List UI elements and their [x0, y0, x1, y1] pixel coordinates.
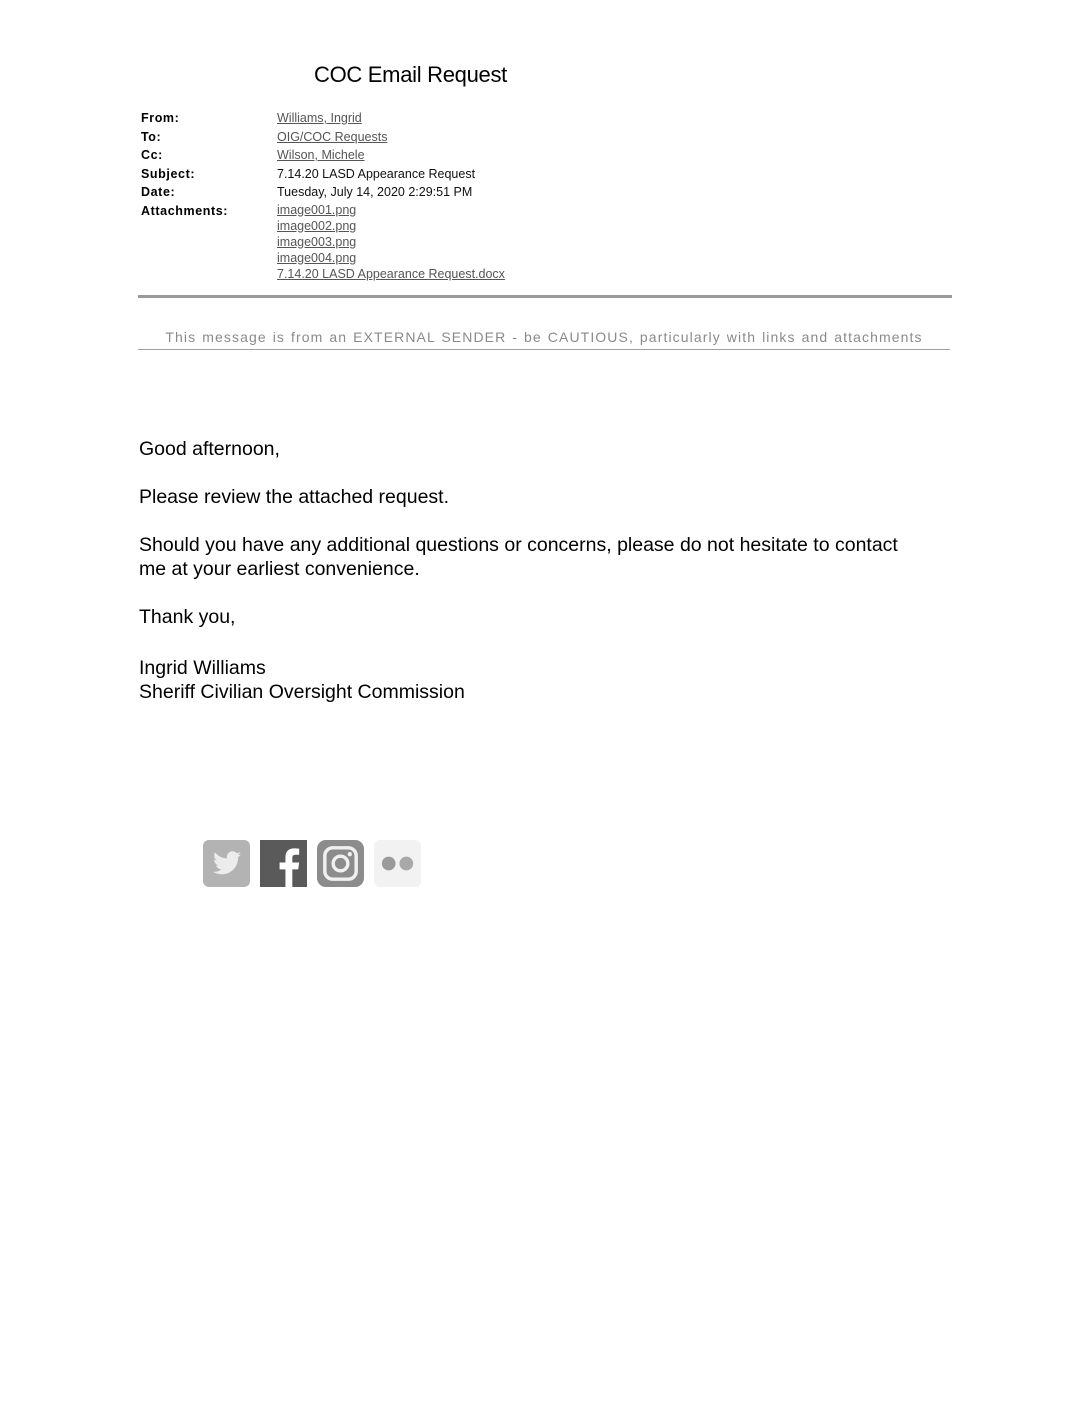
facebook-icon[interactable]	[260, 840, 307, 887]
attachment-link[interactable]: image002.png	[277, 218, 357, 233]
page-title: COC Email Request	[314, 62, 507, 87]
attachments-list	[277, 202, 505, 282]
instagram-icon[interactable]	[317, 840, 364, 887]
to-link[interactable]: OIG/COC Requests	[277, 129, 388, 144]
cc-link[interactable]: Wilson, Michele	[277, 148, 365, 162]
email-body	[139, 437, 939, 704]
twitter-icon[interactable]	[203, 840, 250, 887]
signature-org: Sheriff Civilian Oversight Commission	[139, 681, 465, 703]
cc-label: Cc:	[141, 148, 163, 162]
from-link[interactable]: Williams, Ingrid	[277, 111, 362, 125]
attachment-link[interactable]: image004.png	[277, 250, 357, 265]
questions-paragraph	[139, 533, 939, 581]
attachment-link[interactable]: 7.14.20 LASD Appearance Request.docx	[277, 266, 505, 281]
from-label: From:	[141, 111, 180, 125]
subject-row	[141, 165, 505, 184]
flickr-icon[interactable]	[374, 840, 421, 887]
questions-line: Should you have any additional questions or concerns, please do not hesitate to contact	[139, 534, 898, 556]
subject-value: 7.14.20 LASD Appearance Request	[277, 166, 476, 181]
social-links	[203, 840, 421, 887]
attachment-link[interactable]: image003.png	[277, 234, 357, 249]
cc-row	[141, 146, 505, 165]
greeting-text: Good afternoon,	[139, 438, 280, 460]
banner-divider	[138, 349, 950, 350]
thanks-text: Thank you,	[139, 606, 236, 628]
subject-label: Subject:	[141, 166, 196, 181]
attachments-label: Attachments:	[141, 203, 229, 218]
attachments-row	[141, 202, 505, 282]
header-divider	[138, 295, 952, 298]
signature-name: Ingrid Williams	[139, 657, 266, 679]
date-label: Date:	[141, 185, 176, 199]
to-row	[141, 128, 505, 147]
review-text: Please review the attached request.	[139, 486, 450, 508]
external-sender-banner: This message is from an EXTERNAL SENDER - be CAUTIOUS, particularly with links and attachments	[165, 329, 923, 345]
questions-line: me at your earliest convenience.	[139, 558, 420, 580]
signature	[139, 656, 939, 704]
date-row	[141, 183, 505, 202]
email-header	[141, 109, 505, 282]
date-value: Tuesday, July 14, 2020 2:29:51 PM	[277, 185, 473, 199]
attachment-link[interactable]: image001.png	[277, 202, 357, 217]
from-row	[141, 109, 505, 128]
to-label: To:	[141, 129, 162, 144]
